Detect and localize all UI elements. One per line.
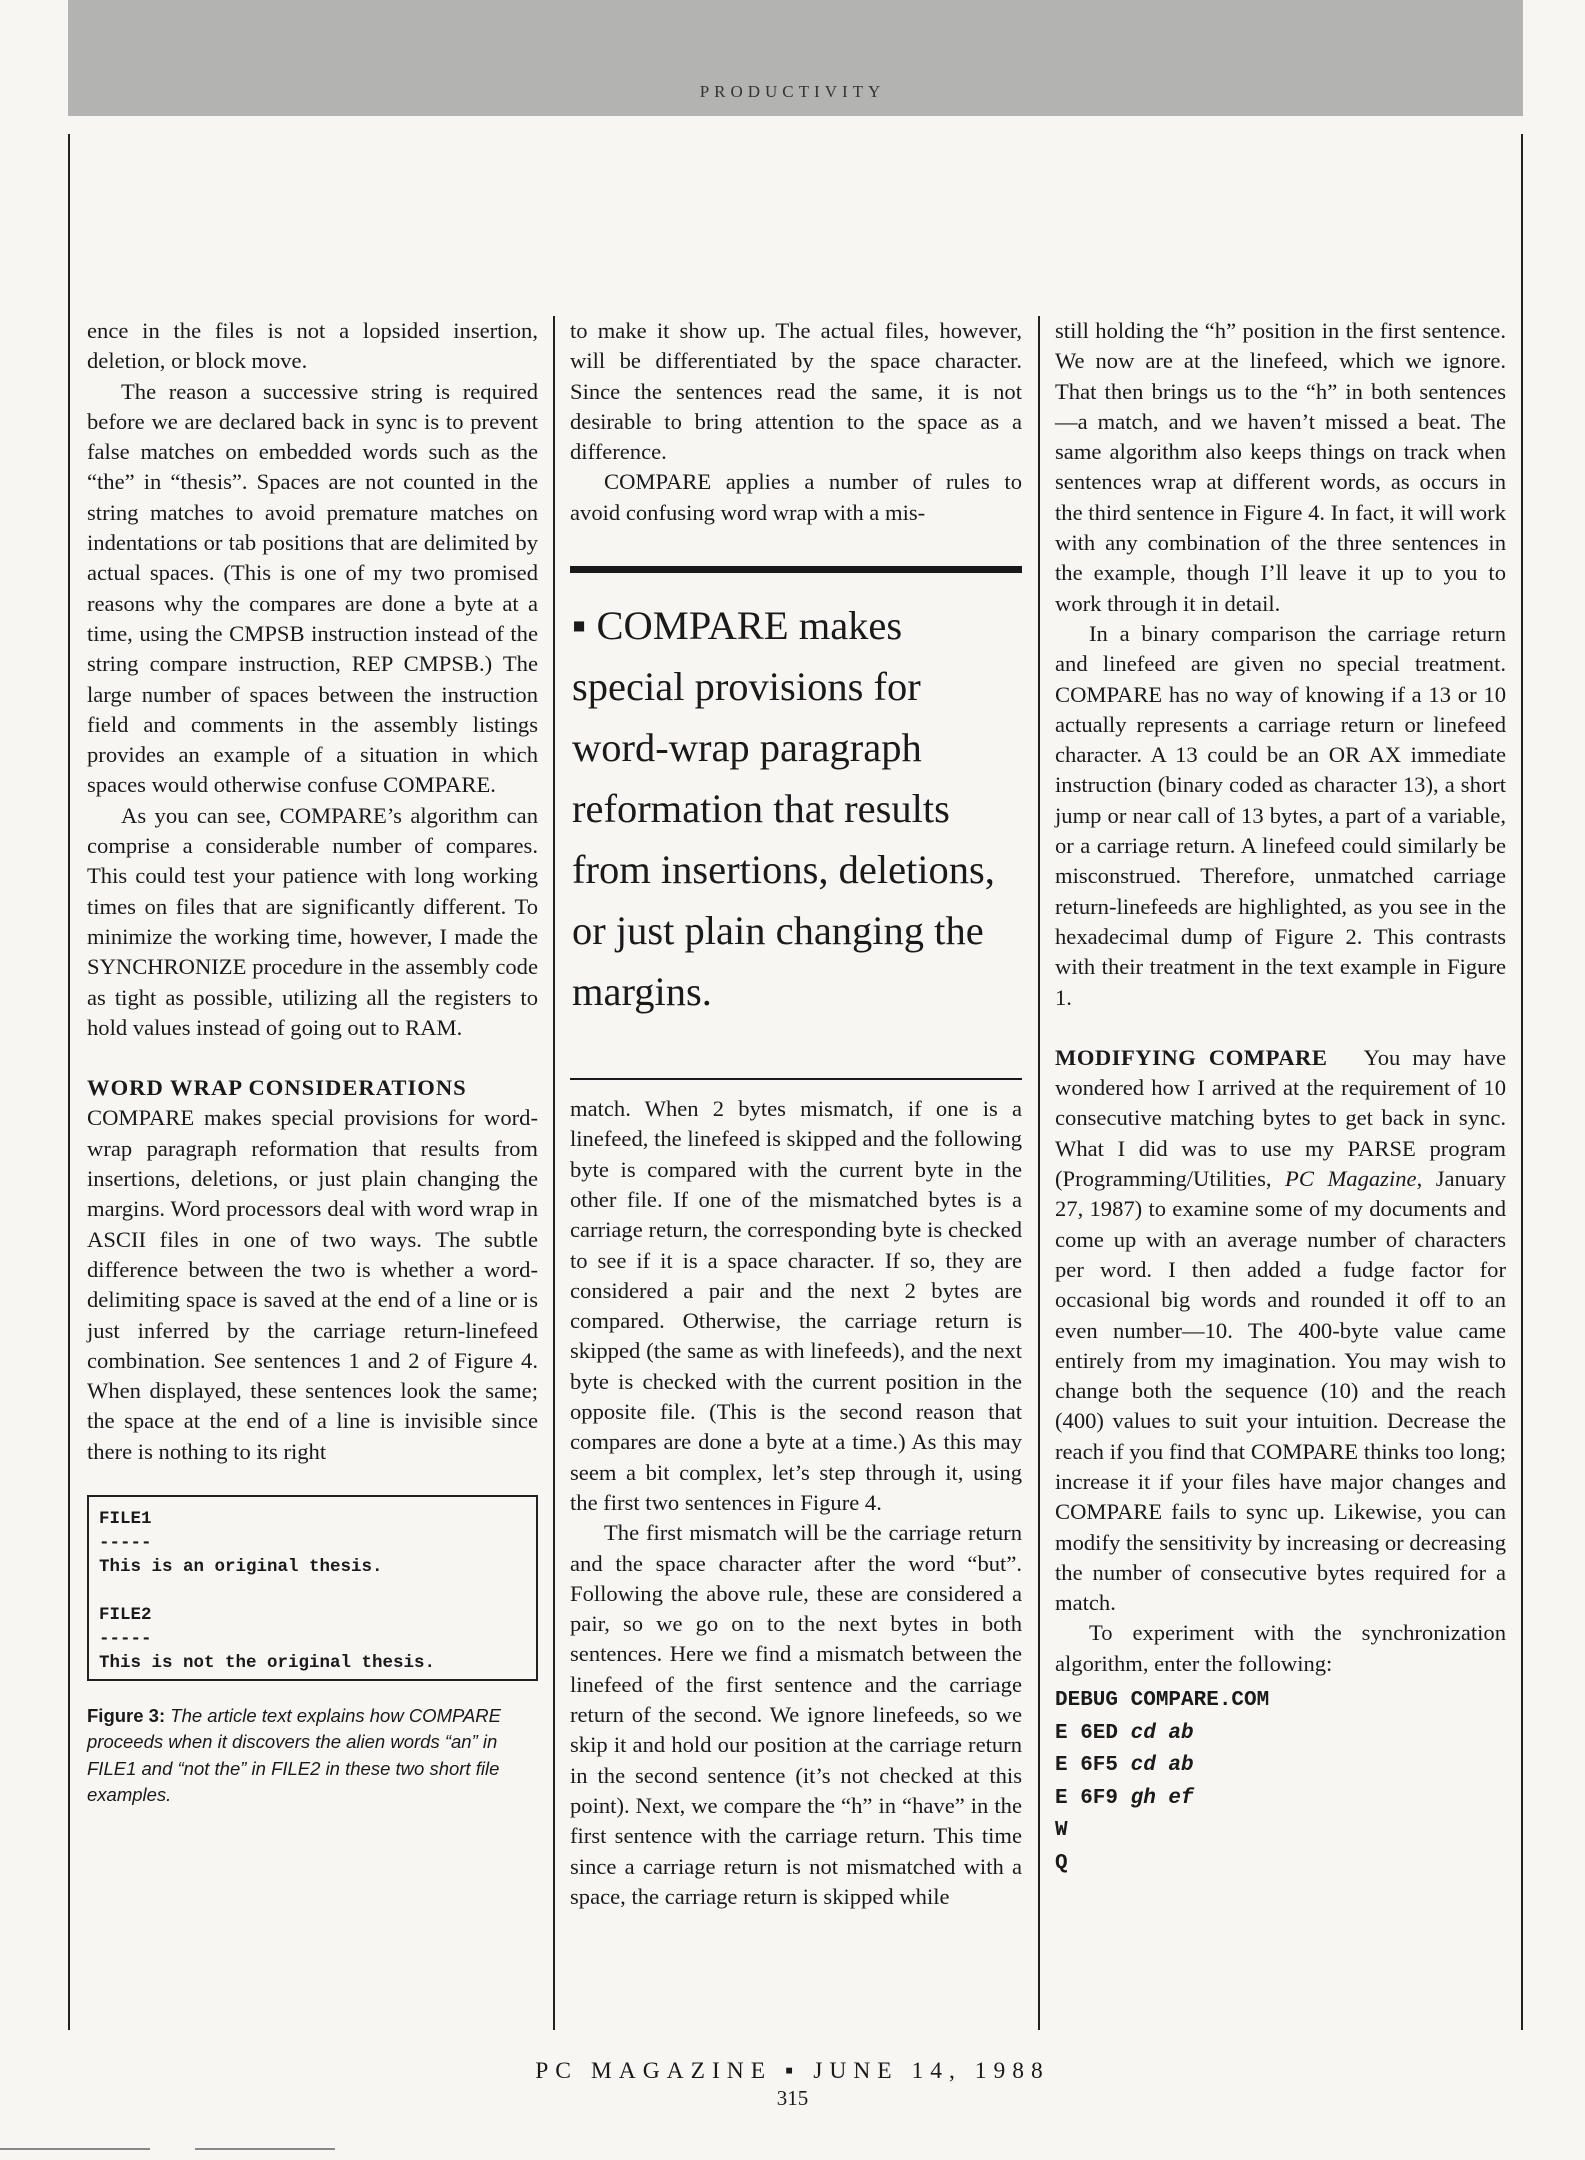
- paragraph: To experiment with the synchronization algorithm, enter the following:: [1055, 1620, 1506, 1676]
- column-1: [87, 316, 538, 1809]
- paragraph: In a binary comparison the carriage return and linefeed are given no special treatment. COMPARE has no way of knowing if a 13 or 10 actually represents a carriage return or linefeed character. A 13 could be an OR AX immediate instruction (binary coded as character 13), a short jump or near call of 13 bytes, a part of a variable, or a carriage return. A linefeed could similarly be misconstrued. Therefore, unmatched carriage return-linefeeds are highlighted, as you see in the hexadecimal dump of Figure 2. This contrasts with their treatment in the text example in Figure 1.: [1055, 620, 1506, 1010]
- figure-3-caption: [87, 1703, 538, 1809]
- scan-artifact: [0, 2148, 150, 2150]
- magazine-name: PC Magazine: [1285, 1166, 1417, 1192]
- figure-3-box: [87, 1495, 538, 1681]
- code-line: DEBUG COMPARE.COM: [1055, 1689, 1270, 1713]
- paragraph: The reason a successive string is required before we are declared back in sync is to prevent false matches on embedded words such as the “the” in “thesis”. Spaces are not counted in the string matches to avoid premature matches on indentations or tab positions that are delimited by actual spaces. (This is one of my two promised reasons why the compares are done a byte at a time, using the CMPSB instruction instead of the string compare instruction, REP CMPSB.) The large number of spaces between the instruction field and comments in the assembly listings provides an example of a situation in which spaces would otherwise confuse COMPARE.: [87, 378, 538, 798]
- code-arg: gh ef: [1130, 1786, 1194, 1810]
- pullquote-text: COMPARE makes special provisions for word-wrap paragraph reformation that results from insertions, deletions, or just plain changing the margins.: [572, 603, 995, 1015]
- text-run: You may have wondered how I arrived at the requirement of 10 consecutive matching bytes to get back in sync. What I did was to use my PARSE program (Programming/Utilities,: [1055, 1044, 1506, 1192]
- paragraph: [1055, 1043, 1506, 1619]
- text-run: , January 27, 1987) to examine some of my documents and come up with an average number of characters per word. I then added a fudge factor for occasional big words and rounded it off to an even number—10. The 400-byte value came entirely from my imagination. You may wish to change both the sequence (10) and the reach (400) values to suit your intuition. Decrease the reach if you find that COMPARE thinks too long; increase it if your files have major changes and COMPARE fails to sync up. Likewise, you can modify the sensitivity by increasing or decreasing the number of consecutive bytes required for a match.: [1055, 1166, 1507, 1616]
- paragraph: COMPARE makes special provisions for word-wrap paragraph reformation that results from insertions, deletions, or just plain changing the margins. Word processors deal with word wrap in ASCII files in one of two ways. The subtle difference between the two is whether a word-delimiting space is saved at the end of a line or is just inferred by the carriage return-linefeed combination. See sentences 1 and 2 of Figure 4. When displayed, these sentences look the same; the space at the end of a line is invisible since there is nothing to its right: [87, 1105, 538, 1464]
- caption-label: Figure 3:: [87, 1704, 166, 1726]
- section-heading: WORD WRAP CONSIDERATIONS: [87, 1075, 467, 1101]
- code-cmd: E 6F5: [1055, 1754, 1131, 1778]
- paragraph: COMPARE applies a number of rules to avoid confusing word wrap with a mis-: [570, 469, 1022, 525]
- file1-label: FILE1: [99, 1508, 152, 1529]
- code-line: [1055, 1783, 1506, 1816]
- code-cmd: E 6F9: [1055, 1786, 1131, 1810]
- paragraph: The first mismatch will be the carriage return and the space character after the word “but”. Following the above rule, these are considered a pair, so we go on to the next bytes in both sentences. Here we find a mismatch between the linefeed of the first sentence and the carriage return of the second. We ignore linefeeds, so we skip it and hold our position at the carriage return in the second sentence (it’s not checked at this point). Next, we compare the “h” in “have” in the first sentence with the carriage return. This time since a carriage return is not mismatched with a space, the carriage return is skipped while: [570, 1520, 1022, 1909]
- paragraph: to make it show up. The actual files, however, will be differentiated by the space character. Since the sentences read the same, it is not desirable to bring attention to the space as a difference.: [570, 318, 1022, 465]
- column-rule-1: [553, 316, 555, 2030]
- pullquote-bottom-rule: [570, 1078, 1022, 1080]
- scan-artifact: [195, 2148, 335, 2150]
- debug-code-block: [1055, 1685, 1506, 1880]
- paragraph: As you can see, COMPARE’s algorithm can comprise a considerable number of compares. This could test your patience with long working times on files that are significantly different. To minimize the working time, however, I made the SYNCHRONIZE procedure in the assembly code as tight as possible, utilizing all the registers to hold values instead of going out to RAM.: [87, 802, 538, 1040]
- code-arg: cd ab: [1130, 1754, 1194, 1778]
- file2-text: This is not the original thesis.: [99, 1652, 436, 1673]
- file2-rule: -----: [99, 1628, 152, 1649]
- code-line: [1055, 1750, 1506, 1783]
- paragraph: match. When 2 bytes mismatch, if one is a linefeed, the linefeed is skipped and the following byte is compared with the current byte in the other file. If one of the mismatched bytes is a carriage return, the corresponding byte is checked to see if it is a space character. If so, they are considered a pair and the next 2 bytes are compared. Otherwise, the carriage return is skipped (the same as with linefeeds), and the next byte is checked with the current position in the opposite file. (This is the second reason that compares are done a byte at a time.) As this may seem a bit complex, let’s step through it, using the first two sentences in Figure 4.: [570, 1096, 1022, 1515]
- caption-text: The article text explains how COMPARE proceeds when it discovers the alien words “an” in FILE1 and “not the” in FILE2 in these two short file examples.: [87, 1704, 501, 1806]
- column-2: [570, 316, 1022, 1912]
- column-3: [1055, 316, 1506, 1880]
- section-label: PRODUCTIVITY: [699, 82, 886, 101]
- footer-magazine: PC MAGAZINE ▪ JUNE 14, 1988: [535, 2058, 1050, 2084]
- code-arg: cd ab: [1130, 1721, 1194, 1745]
- page-number: 315: [776, 2086, 809, 2110]
- file1-text: This is an original thesis.: [99, 1556, 383, 1577]
- bullet-icon: ▪: [572, 603, 587, 649]
- page-right-rule: [1521, 134, 1523, 2030]
- section-heading: MODIFYING COMPARE: [1055, 1044, 1328, 1070]
- file1-rule: -----: [99, 1532, 152, 1553]
- code-line: [1055, 1718, 1506, 1751]
- pullquote: [570, 573, 1022, 1078]
- pullquote-top-rule: [570, 566, 1022, 573]
- code-line: Q: [1055, 1851, 1068, 1875]
- file2-label: FILE2: [99, 1604, 152, 1625]
- code-cmd: E 6ED: [1055, 1721, 1131, 1745]
- paragraph: still holding the “h” position in the first sentence. We now are at the linefeed, which we ignore. That then brings us to the “h” in both sentences—a match, and we haven’t missed a beat. The same algorithm also keeps things on track when sentences wrap at different words, as occurs in the third sentence in Figure 4. In fact, it will work with any combination of the three sentences in the example, though I’ll leave it up to you to work through it in detail.: [1055, 318, 1506, 616]
- column-rule-2: [1038, 316, 1040, 2030]
- code-line: W: [1055, 1819, 1068, 1843]
- page-left-rule: [68, 134, 70, 2030]
- paragraph: ence in the files is not a lopsided insertion, deletion, or block move.: [87, 318, 538, 374]
